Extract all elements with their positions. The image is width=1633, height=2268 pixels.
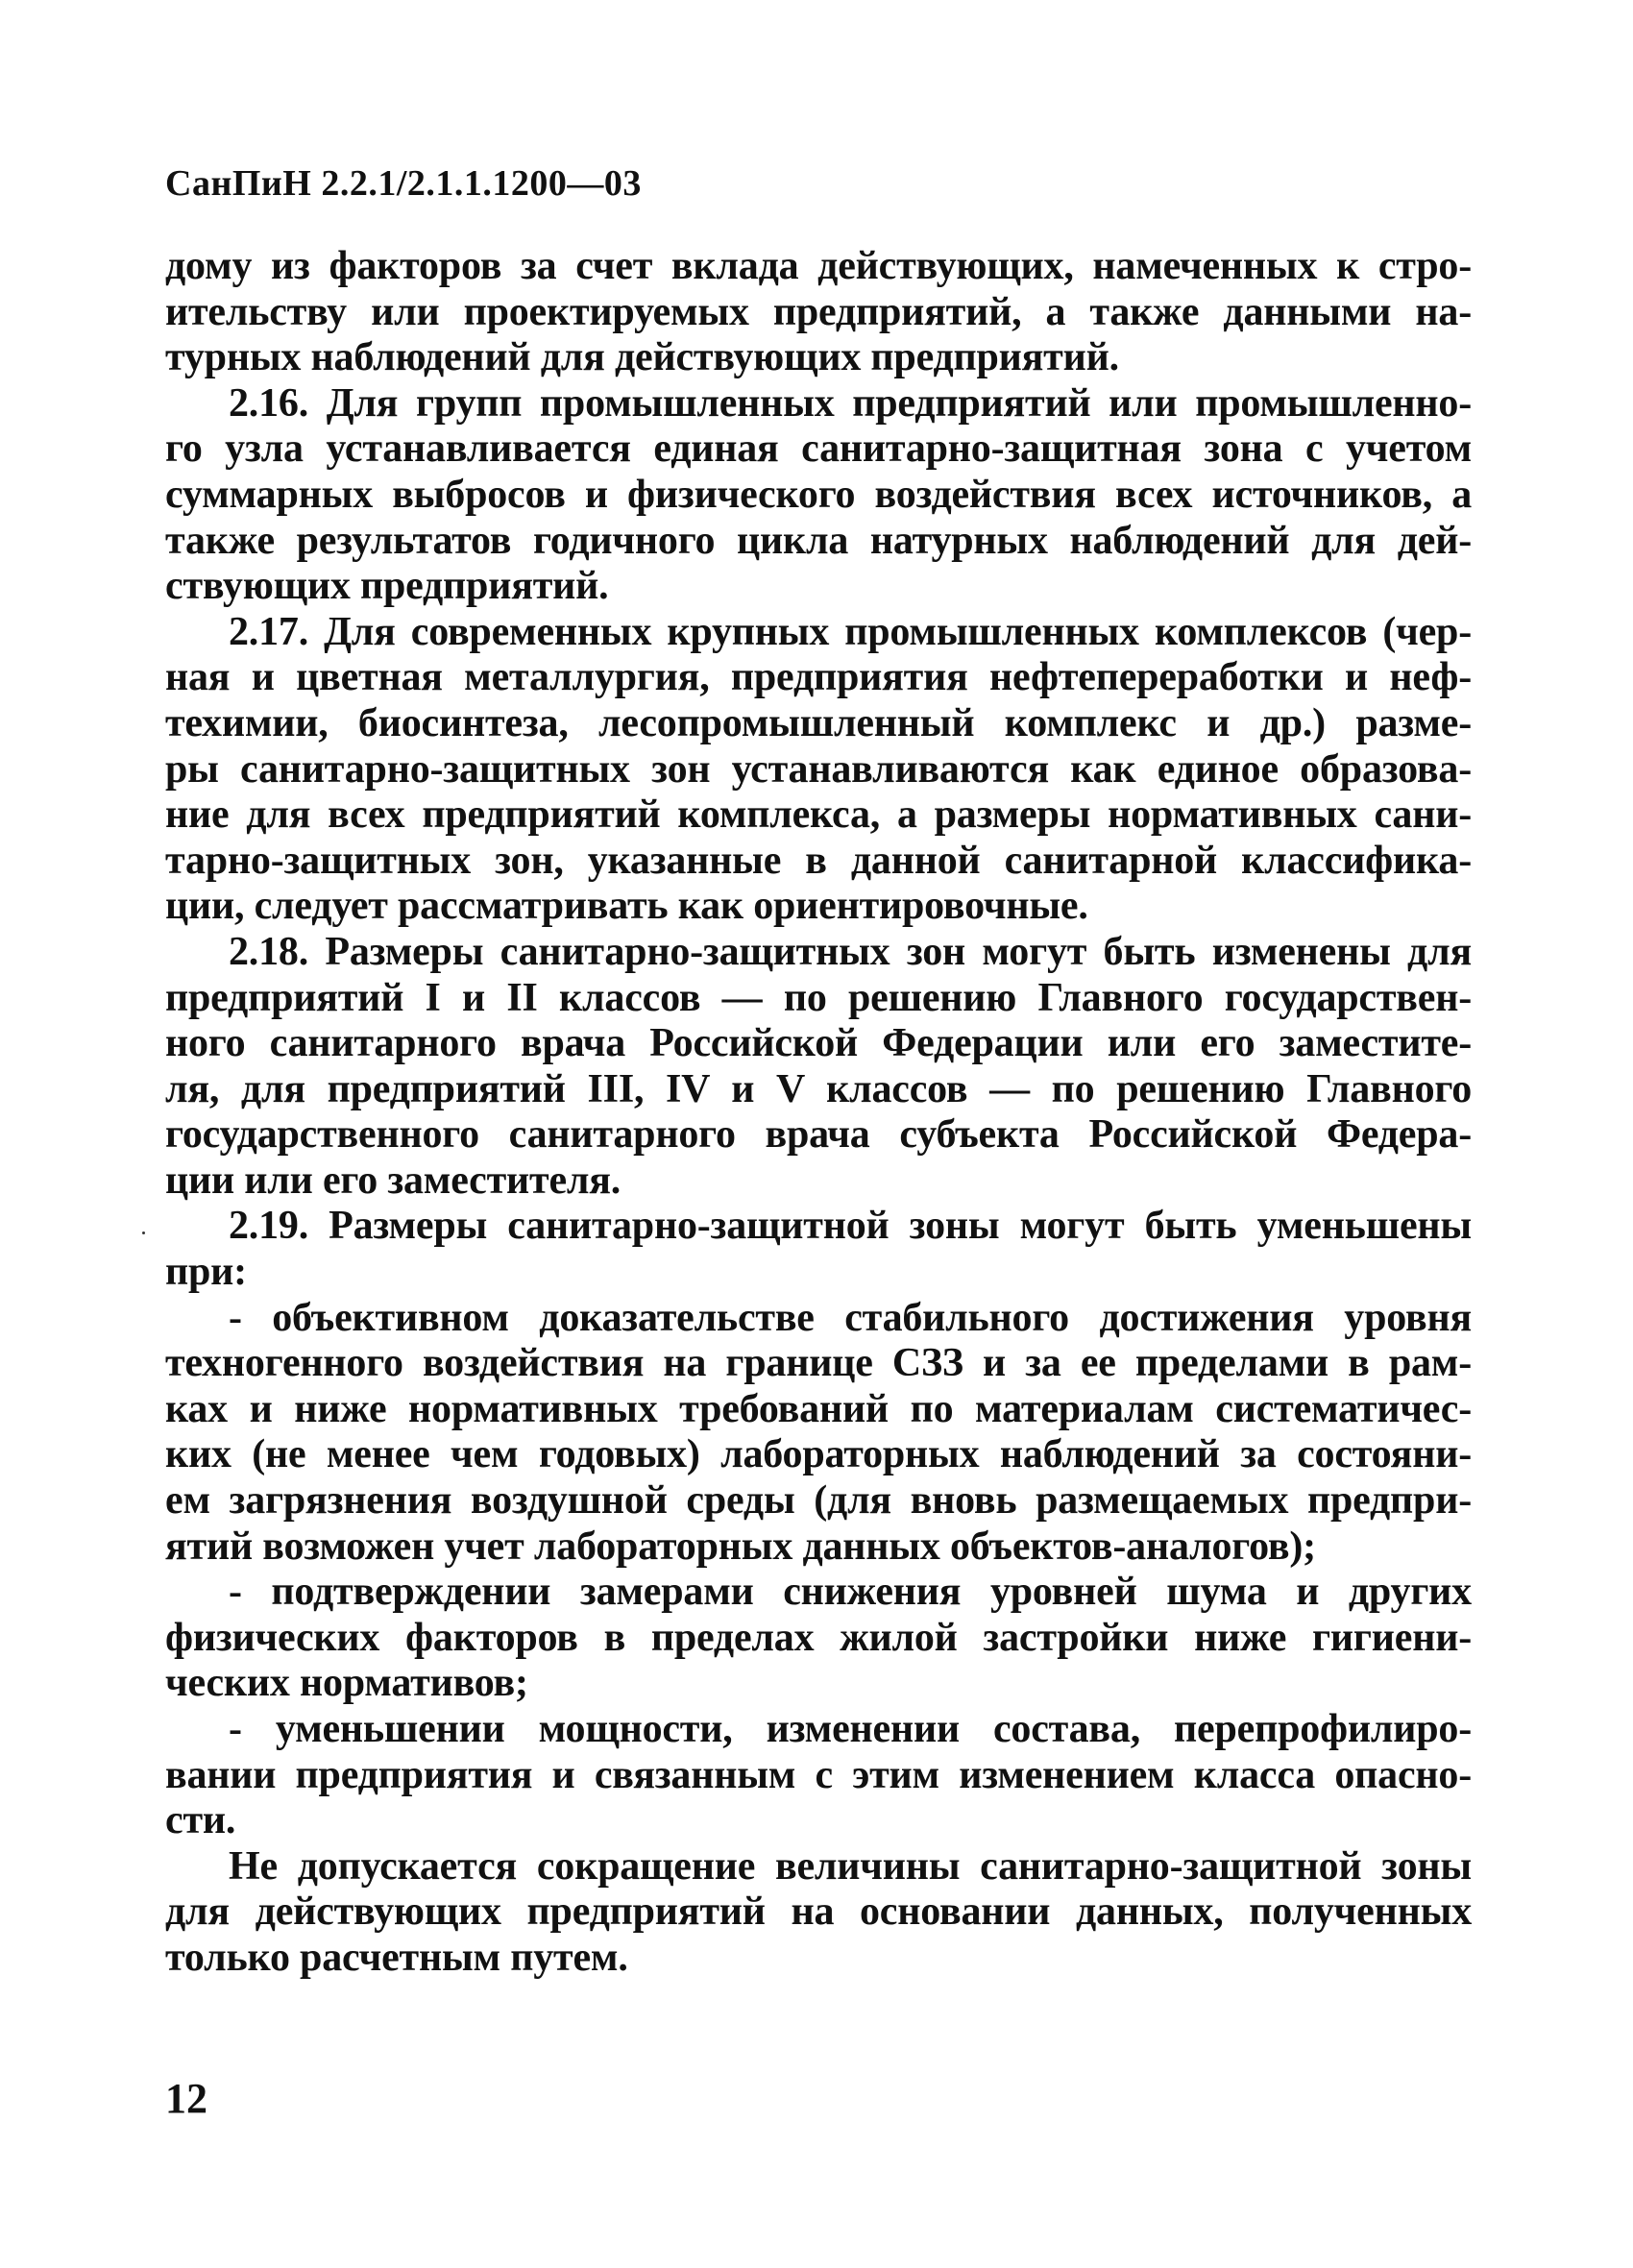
text-line: при: [165, 1250, 247, 1295]
bullet-line: - уменьшении мощности, изменении состава, перепрофилиро- [229, 1707, 1472, 1751]
text-line: техногенного воздействия на границе СЗЗ и за ее пределами в рам- [165, 1341, 1472, 1386]
text-line: ем загрязнения воздушной среды (для вновь размещаемых предпри- [165, 1478, 1472, 1524]
text-line: ких (не менее чем годовых) лабораторных наблюдений за состояни- [165, 1432, 1472, 1477]
text-line: ного санитарного врача Российской Федерации или его заместите- [165, 1021, 1472, 1066]
text-line: для действующих предприятий на основании данных, полученных [165, 1890, 1472, 1935]
text-line: ятий возможен учет лабораторных данных объектов-аналогов); [165, 1524, 1316, 1569]
paragraph-2-18-line: 2.18. Размеры санитарно-защитных зон могут быть изменены для [229, 929, 1472, 974]
bullet-line: - объективном доказательстве стабильного достижения уровня [229, 1295, 1472, 1340]
text-line: турных наблюдений для действующих предприятий. [165, 335, 1119, 380]
text-line: только расчетным путем. [165, 1935, 628, 1980]
text-line: вании предприятия и связанным с этим изменением класса опасно- [165, 1752, 1472, 1797]
document-body [165, 244, 1472, 1982]
text-line: ции, следует рассматривать как ориентировочные. [165, 884, 1088, 929]
text-line: го узла устанавливается единая санитарно-защитная зона с учетом [165, 427, 1472, 472]
page-number: 12 [165, 2075, 207, 2122]
text-line: ках и ниже нормативных требований по материалам систематичес- [165, 1386, 1472, 1431]
text-line: тарно-защитных зон, указанные в данной санитарной классифика- [165, 838, 1472, 883]
closing-paragraph-line: Не допускается сокращение величины санитарно-защитной зоны [229, 1843, 1472, 1889]
text-line: предприятий I и II классов — по решению Главного государствен- [165, 975, 1472, 1020]
text-line: ительству или проектируемых предприятий, а также данными на- [165, 289, 1472, 334]
text-line: техимии, биосинтеза, лесопромышленный комплекс и др.) разме- [165, 700, 1472, 745]
text-line: ции или его заместителя. [165, 1158, 622, 1203]
text-line: также результатов годичного цикла натурных наблюдений для дей- [165, 518, 1472, 563]
text-line: ля, для предприятий III, IV и V классов — по решению Главного [165, 1066, 1472, 1111]
paragraph-2-19-line: 2.19. Размеры санитарно-защитной зоны могут быть уменьшены [229, 1204, 1472, 1249]
paragraph-2-16-line: 2.16. Для групп промышленных предприятий или промышленно- [229, 380, 1472, 426]
text-line: ческих нормативов; [165, 1661, 528, 1706]
bullet-line: - подтверждении замерами снижения уровней шума и других [229, 1570, 1472, 1615]
text-line: ствующих предприятий. [165, 564, 609, 609]
document-header: СанПиН 2.2.1/2.1.1.1200—03 [165, 163, 642, 204]
text-line: ры санитарно-защитных зон устанавливаются как единое образова- [165, 746, 1472, 792]
scan-speck [142, 1232, 145, 1234]
text-line: дому из факторов за счет вклада действующих, намеченных к стро- [165, 244, 1472, 288]
text-line: сти. [165, 1798, 236, 1843]
text-line: ние для всех предприятий комплекса, а размеры нормативных сани- [165, 793, 1472, 838]
text-line: суммарных выбросов и физического воздействия всех источников, а [165, 472, 1472, 517]
text-line: физических факторов в пределах жилой застройки ниже гигиени- [165, 1615, 1472, 1660]
text-line: государственного санитарного врача субъекта Российской Федера- [165, 1112, 1472, 1158]
paragraph-2-17-line: 2.17. Для современных крупных промышленных комплексов (чер- [229, 609, 1472, 654]
text-line: ная и цветная металлургия, предприятия нефтепереработки и неф- [165, 655, 1472, 700]
